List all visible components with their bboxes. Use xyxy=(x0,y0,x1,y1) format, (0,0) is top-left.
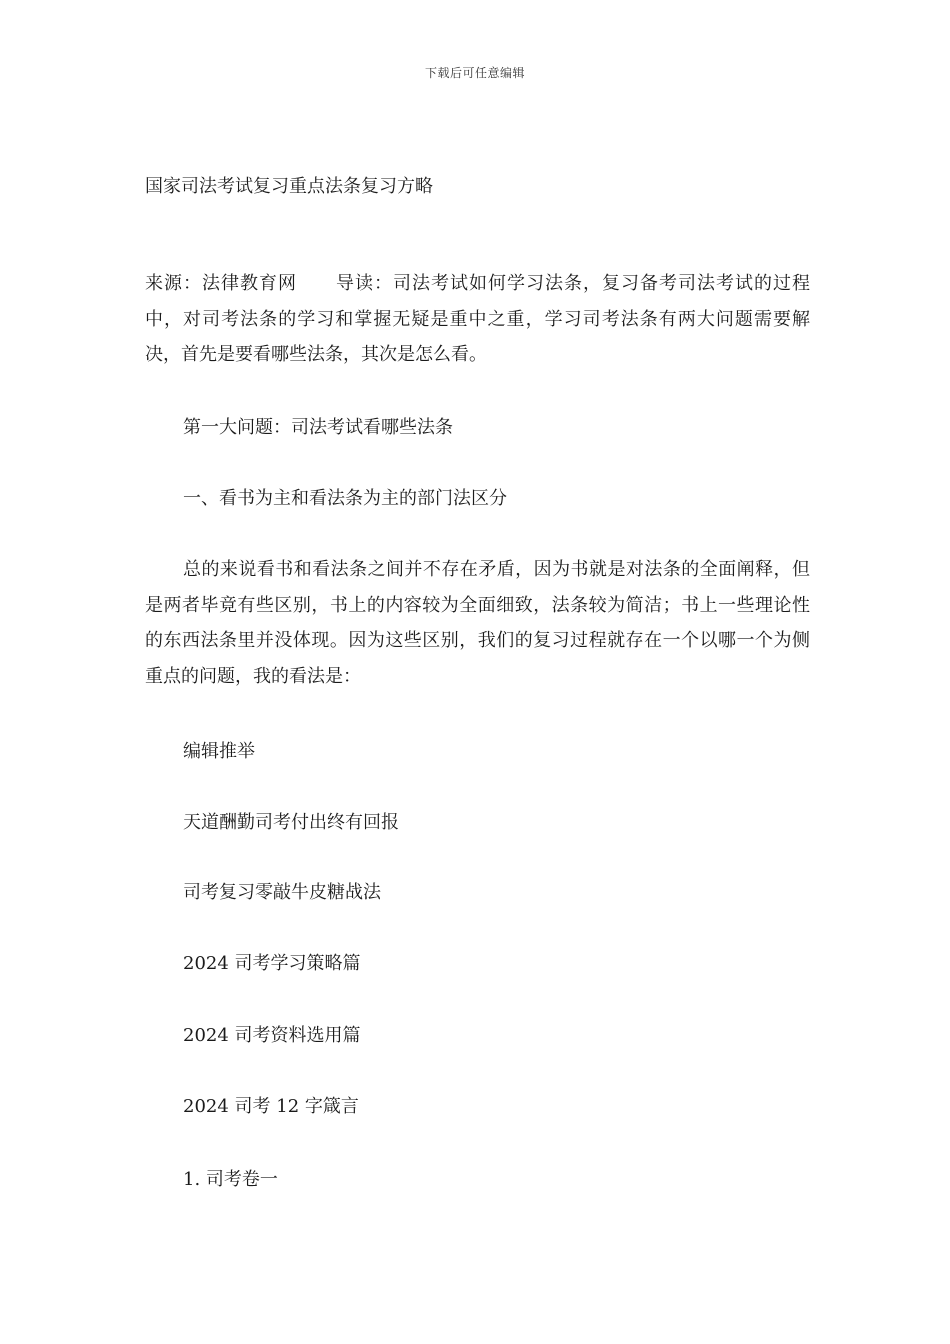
intro-source: 来源：法律教育网 xyxy=(145,273,297,294)
subsection-heading: 一、看书为主和看法条为主的部门法区分 xyxy=(183,488,507,509)
header-note: 下载后可任意编辑 xyxy=(424,66,525,80)
body-paragraph: 总的来说看书和看法条之间并不存在矛盾，因为书就是对法条的全面阐释，但是两者毕竟有些区别，书上的内容较为全面细致，法条较为简洁；书上一些理论性的东西法条里并没体现。因为这些区别，我们的复习过程就存在一个以哪一个为侧重点的问题，我的看法是： xyxy=(145,559,810,687)
document-title: 国家司法考试复习重点法条复习方略 xyxy=(145,176,433,197)
recommend-link-5[interactable]: 2024 司考 12 字箴言 xyxy=(183,1096,359,1117)
recommend-label: 编辑推举 xyxy=(183,741,255,762)
recommend-link-4[interactable]: 2024 司考资料选用篇 xyxy=(183,1025,361,1046)
section-heading: 第一大问题：司法考试看哪些法条 xyxy=(183,417,453,438)
recommend-link-2[interactable]: 司考复习零敲牛皮糖战法 xyxy=(183,882,381,903)
recommend-link-1[interactable]: 天道酬勤司考付出终有回报 xyxy=(183,812,399,833)
intro-lead: 导读：司法考试如何学习法条，复习备考司法考试的过程中，对司考法条的学习和掌握无疑是重中之重，学习司考法条有两大问题需要解决，首先是要看哪些法条，其次是怎么看。 xyxy=(145,273,810,365)
intro-paragraph xyxy=(145,266,810,373)
recommend-link-3[interactable]: 2024 司考学习策略篇 xyxy=(183,953,361,974)
list-item-1: 1. 司考卷一 xyxy=(183,1169,278,1190)
